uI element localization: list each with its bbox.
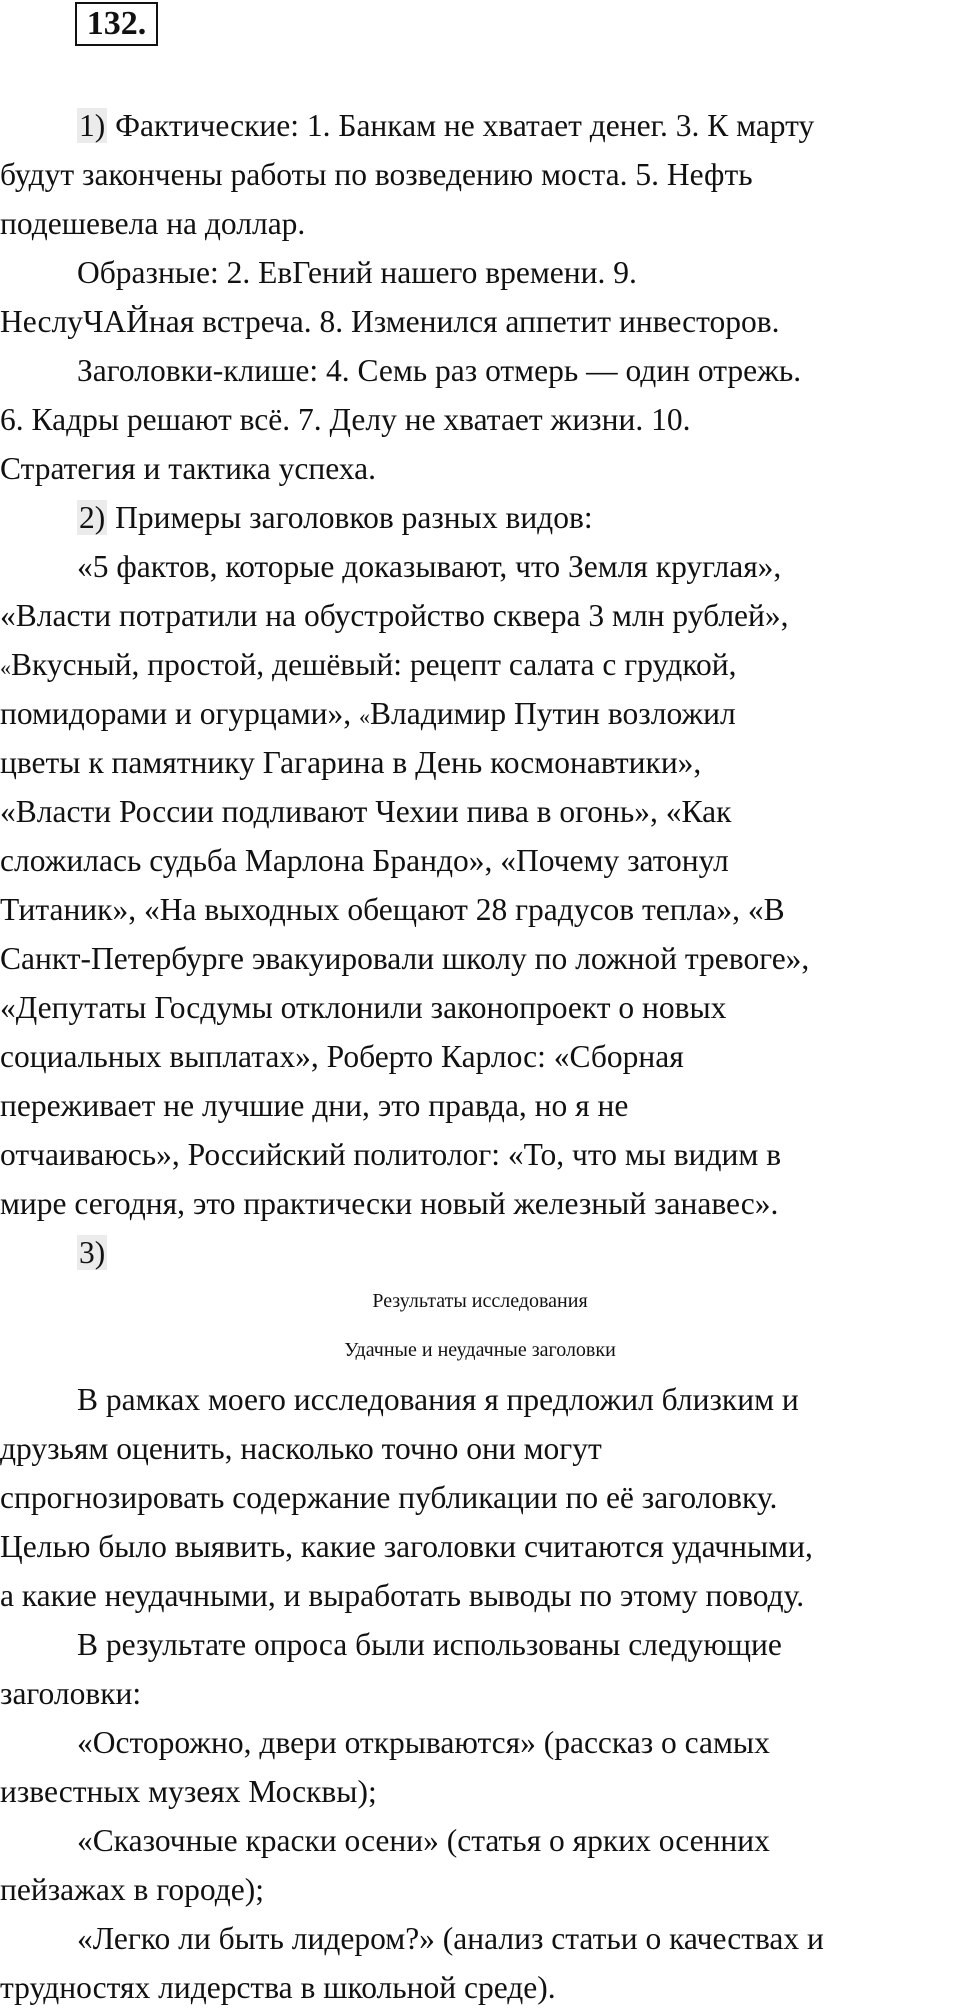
section3-line-7: заголовки: <box>0 1676 142 1711</box>
section2-line-10: «Депутаты Госдумы отклонили законопроект о новых <box>0 990 727 1025</box>
section2-line-4: помидорами и огурцами», «Владимир Путин возложил <box>0 696 736 731</box>
section3-marker-line <box>77 1228 107 1277</box>
section3-line-1: В рамках моего исследования я предложил близким и <box>77 1382 799 1417</box>
section1-line-2: будут закончены работы по возведению моста. 5. Нефть <box>0 157 753 192</box>
section2-line-13: отчаиваюсь», Российский политолог: «То, что мы видим в <box>0 1137 782 1172</box>
section2-line-3: «Вкусный, простой, дешёвый: рецепт салата с грудкой, <box>0 647 737 682</box>
section3-line-3: спрогнозировать содержание публикации по её заголовку. <box>0 1480 778 1515</box>
section2-line-11: социальных выплатах», Роберто Карлос: «Сборная <box>0 1039 684 1074</box>
section3-line-8: «Осторожно, двери открываются» (рассказ о самых <box>77 1725 770 1760</box>
section2-line-1: «5 фактов, которые доказывают, что Земля круглая», <box>77 549 782 584</box>
section3-line-13: трудностях лидерства в школьной среде). <box>0 1970 556 2005</box>
section2-line-2: «Власти потратили на обустройство сквера 3 млн рублей», <box>0 598 789 633</box>
section3-line-11: пейзажах в городе); <box>0 1872 264 1907</box>
section3-title: Результаты исследования <box>372 1290 588 1312</box>
section1-line-6: Заголовки-клише: 4. Семь раз отмерь — один отрежь. <box>77 353 802 388</box>
section3-line-12: «Легко ли быть лидером?» (анализ статьи о качествах и <box>77 1921 824 1956</box>
section2-line-9: Санкт-Петербурге эвакуировали школу по ложной тревоге», <box>0 941 810 976</box>
section3-line-10: «Сказочные краски осени» (статья о ярких осенних <box>77 1823 770 1858</box>
section3-marker: 3) <box>79 1235 106 1270</box>
section3-line-5: а какие неудачными, и выработать выводы по этому поводу. <box>0 1578 805 1613</box>
section3-subtitle: Удачные и неудачные заголовки <box>344 1339 616 1361</box>
section2-line-12: переживает не лучшие дни, это правда, но я не <box>0 1088 629 1123</box>
task-number: 132. <box>75 2 158 46</box>
section3-line-9: известных музеях Москвы); <box>0 1774 377 1809</box>
section1-line-7: 6. Кадры решают всё. 7. Делу не хватает жизни. 10. <box>0 402 691 437</box>
section2-line-5: цветы к памятнику Гагарина в День космонавтики», <box>0 745 702 780</box>
section2-line-7: сложилась судьба Марлона Брандо», «Почему затонул <box>0 843 729 878</box>
section2-line-8: Титаник», «На выходных обещают 28 градусов тепла», «В <box>0 892 785 927</box>
section3-line-6: В результате опроса были использованы следующие <box>77 1627 782 1662</box>
section1-line-3: подешевела на доллар. <box>0 206 306 241</box>
section2-line-14: мире сегодня, это практически новый железный занавес». <box>0 1186 779 1221</box>
section2-line-6: «Власти России подливают Чехии пива в огонь», «Как <box>0 794 732 829</box>
section3-line-4: Целью было выявить, какие заголовки считаются удачными, <box>0 1529 813 1564</box>
section1-marker: 1) <box>79 108 106 143</box>
section1-line-8: Стратегия и тактика успеха. <box>0 451 376 486</box>
section3-line-2: друзьям оценить, насколько точно они могут <box>0 1431 602 1466</box>
section1-line-4: Образные: 2. ЕвГений нашего времени. 9. <box>77 255 637 290</box>
section2-marker: 2) <box>79 500 106 535</box>
section2-intro-line: 2) Примеры заголовков разных видов: <box>79 500 593 535</box>
section1-line-5: НеслуЧАЙная встреча. 8. Изменился аппетит инвесторов. <box>0 304 780 339</box>
section1-line-1: 1) Фактические: 1. Банкам не хватает денег. 3. К марту <box>79 108 815 143</box>
